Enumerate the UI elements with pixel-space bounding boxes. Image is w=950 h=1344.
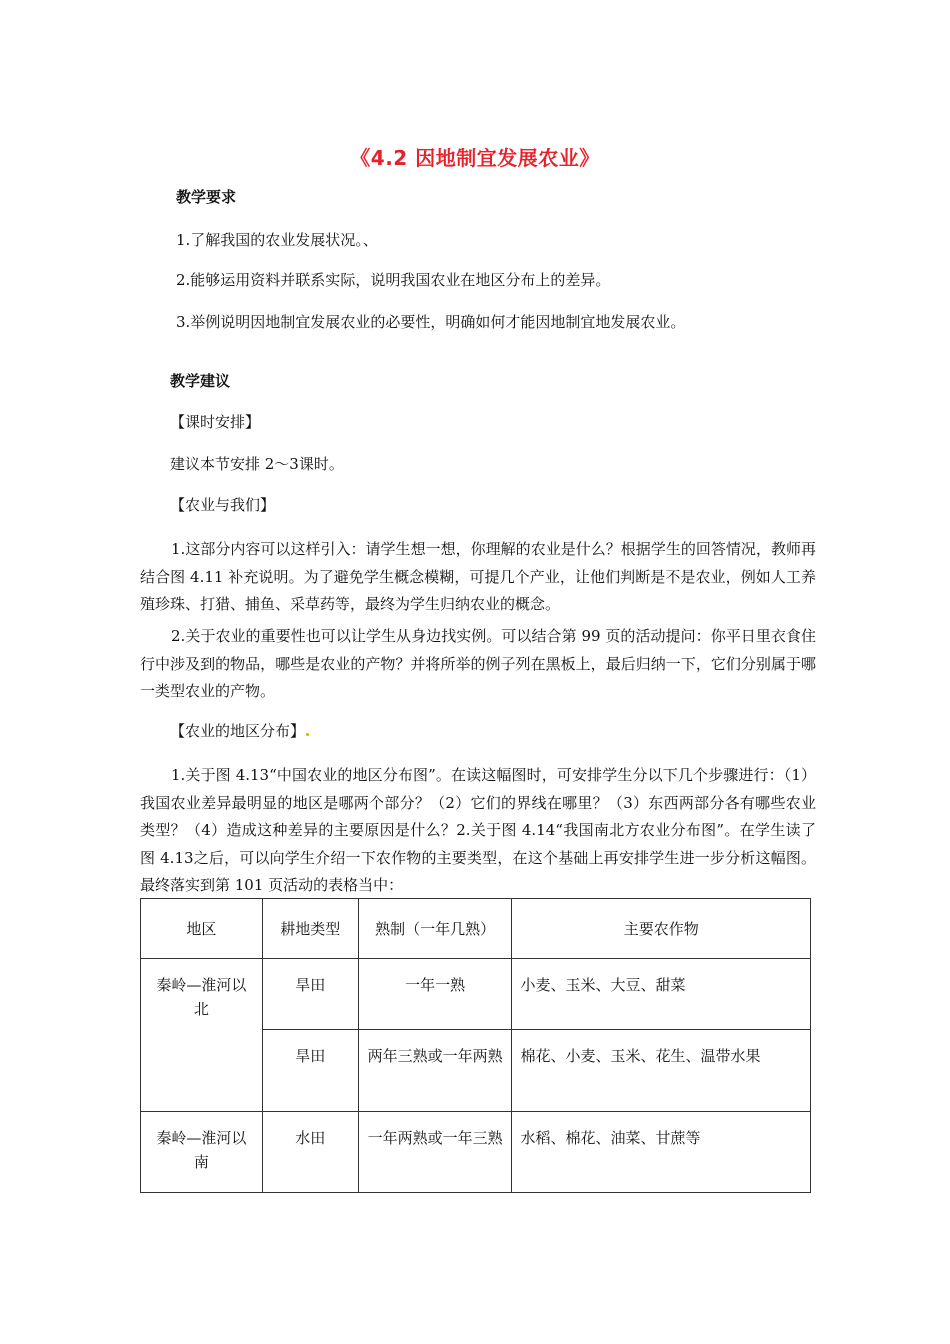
- requirement-item-1: 1.了解我国的农业发展状况。、: [176, 231, 378, 249]
- cell-cropping: 一年一熟: [358, 959, 512, 1030]
- distribution-paragraph: 1.关于图 4.13“中国农业的地区分布图”。在读这幅图时，可安排学生分以下几个步骤进行：（1）我国农业差异最明显的地区是哪两个部分？（2）它们的界线在哪里？（3）东西两部分各有哪些农业类型？（4）造成这种差异的主要原因是什么？2.关于图 4.14“我国南北方农业分布图”。在学生读了图 4.13之后，可以向学生介绍一下农作物的主要类型，在这个基础上再安排学生进一步分析这幅图。最终落实到第 101 页活动的表格当中：: [140, 766, 816, 894]
- suggestions-heading: 教学建议: [170, 372, 231, 390]
- cell-region-north: 秦岭—淮河以北: [141, 959, 263, 1112]
- header-land-type: 耕地类型: [262, 899, 358, 959]
- crop-table: [140, 898, 811, 1193]
- document-title: 《4.2 因地制宜发展农业》: [350, 146, 600, 170]
- table-header-row: [141, 899, 811, 959]
- cell-region-south: 秦岭—淮河以南: [141, 1112, 263, 1193]
- header-crops: 主要农作物: [512, 899, 811, 959]
- agri-paragraph-2: 2.关于农业的重要性也可以让学生从身边找实例。可以结合第 99 页的活动提问：你平日里衣食住行中涉及到的物品，哪些是农业的产物？并将所举的例子列在黑板上，最后归纳一下，它们分别属于哪一类型农业的产物。: [140, 627, 816, 700]
- cell-land: 旱田: [262, 959, 358, 1030]
- table-row: [141, 1112, 811, 1193]
- requirement-item-2: 2.能够运用资料并联系实际，说明我国农业在地区分布上的差异。: [176, 271, 611, 289]
- distribution-section-label: 【农业的地区分布】: [170, 720, 310, 741]
- agri-section-label: 【农业与我们】: [170, 496, 276, 514]
- cell-land: 水田: [262, 1112, 358, 1193]
- cell-cropping: 一年两熟或一年三熟: [358, 1112, 512, 1193]
- agri-paragraph-1: 1.这部分内容可以这样引入：请学生想一想，你理解的农业是什么？根据学生的回答情况，教师再结合图 4.11 补充说明。为了避免学生概念模糊，可提几个产业，让他们判断是不是农业，例如人工养殖珍珠、打猎、捕鱼、采草药等，最终为学生归纳农业的概念。: [140, 540, 816, 613]
- schedule-text: 建议本节安排 2～3课时。: [170, 455, 344, 473]
- cell-crops: 小麦、玉米、大豆、甜菜: [512, 959, 811, 1030]
- mark-dot: [306, 733, 309, 736]
- cell-crops: 棉花、小麦、玉米、花生、温带水果: [512, 1029, 811, 1111]
- requirements-heading: 教学要求: [176, 188, 237, 206]
- table-row: [141, 959, 811, 1030]
- cell-crops: 水稻、棉花、油菜、甘蔗等: [512, 1112, 811, 1193]
- schedule-label: 【课时安排】: [170, 413, 261, 431]
- header-cropping: 熟制（一年几熟）: [358, 899, 512, 959]
- header-region: 地区: [141, 899, 263, 959]
- cell-cropping: 两年三熟或一年两熟: [358, 1029, 512, 1111]
- requirement-item-3: 3.举例说明因地制宜发展农业的必要性，明确如何才能因地制宜地发展农业。: [176, 313, 686, 331]
- cell-land: 旱田: [262, 1029, 358, 1111]
